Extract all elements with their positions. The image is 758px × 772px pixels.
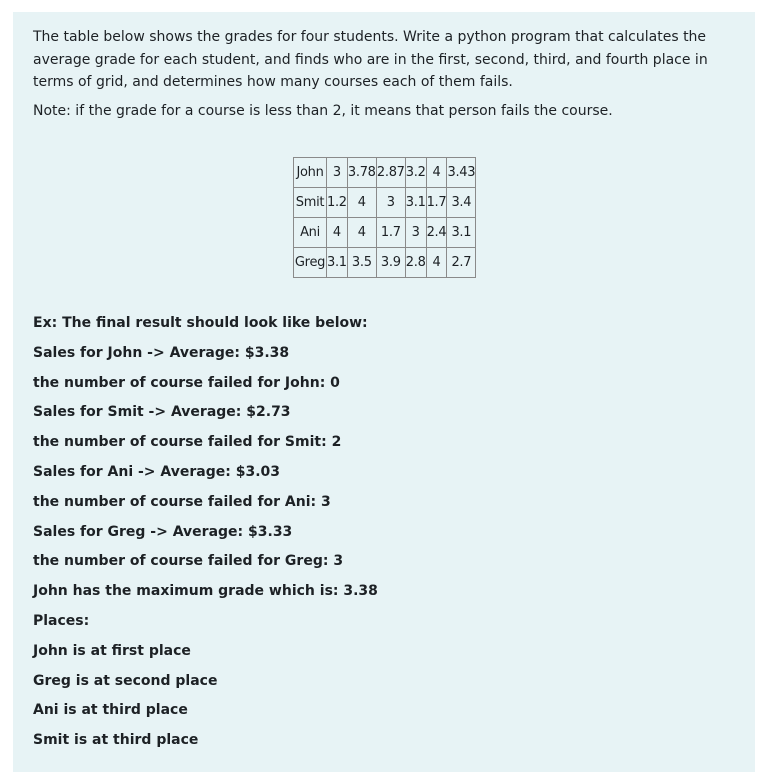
output-line: Sales for Greg -> Average: $3.33 (33, 523, 293, 540)
grade-cell: 3.1 (405, 188, 426, 218)
grade-cell: 4 (426, 158, 447, 188)
output-line: John is at first place (33, 642, 191, 659)
grade-cell: 2.87 (376, 158, 405, 188)
output-line: the number of course failed for Smit: 2 (33, 434, 342, 451)
output-line: Ani is at third place (33, 702, 188, 719)
output-line: the number of course failed for Greg: 3 (33, 553, 344, 570)
grade-cell: 3.1 (327, 248, 348, 278)
grade-cell: 4 (347, 188, 376, 218)
example-output (33, 309, 378, 756)
grade-cell: 4 (347, 218, 376, 248)
grade-cell: 3.43 (447, 158, 476, 188)
output-line: the number of course failed for Ani: 3 (33, 493, 331, 510)
grade-cell: 3.9 (376, 248, 405, 278)
table-row (294, 158, 476, 188)
question-panel (13, 12, 755, 772)
table-row (294, 248, 476, 278)
grade-cell: 2.8 (405, 248, 426, 278)
output-line: the number of course failed for John: 0 (33, 374, 340, 391)
student-name-cell: John (294, 158, 327, 188)
grades-table (293, 157, 476, 278)
grade-cell: 1.2 (327, 188, 348, 218)
grade-cell: 3.1 (447, 218, 476, 248)
grade-cell: 3.2 (405, 158, 426, 188)
student-name-cell: Greg (294, 248, 327, 278)
output-line: Places: (33, 612, 90, 629)
output-line: Smit is at third place (33, 732, 199, 749)
question-note: Note: if the grade for a course is less than 2, it means that person fails the course. (33, 102, 613, 119)
question-intro: The table below shows the grades for four students. Write a python program that calculates the average grade for each student, and finds who are in the first, second, third, and fourth place in terms of grid, and determines how many courses each of them fails. (33, 29, 708, 90)
grade-cell: 1.7 (426, 188, 447, 218)
table-row (294, 218, 476, 248)
grade-cell: 1.7 (376, 218, 405, 248)
output-line: Sales for Ani -> Average: $3.03 (33, 463, 280, 480)
output-line: Greg is at second place (33, 672, 218, 689)
table-row (294, 188, 476, 218)
grade-cell: 3 (405, 218, 426, 248)
output-line: Sales for John -> Average: $3.38 (33, 344, 290, 361)
grade-cell: 3.5 (347, 248, 376, 278)
grade-cell: 4 (426, 248, 447, 278)
student-name-cell: Smit (294, 188, 327, 218)
output-line: Sales for Smit -> Average: $2.73 (33, 404, 291, 421)
grade-cell: 3.78 (347, 158, 376, 188)
grade-cell: 4 (327, 218, 348, 248)
grade-cell: 3.4 (447, 188, 476, 218)
grade-cell: 2.4 (426, 218, 447, 248)
student-name-cell: Ani (294, 218, 327, 248)
grade-cell: 3 (376, 188, 405, 218)
output-line: John has the maximum grade which is: 3.38 (33, 583, 378, 600)
grade-cell: 3 (327, 158, 348, 188)
grade-cell: 2.7 (447, 248, 476, 278)
example-heading: Ex: The final result should look like below: (33, 315, 368, 331)
